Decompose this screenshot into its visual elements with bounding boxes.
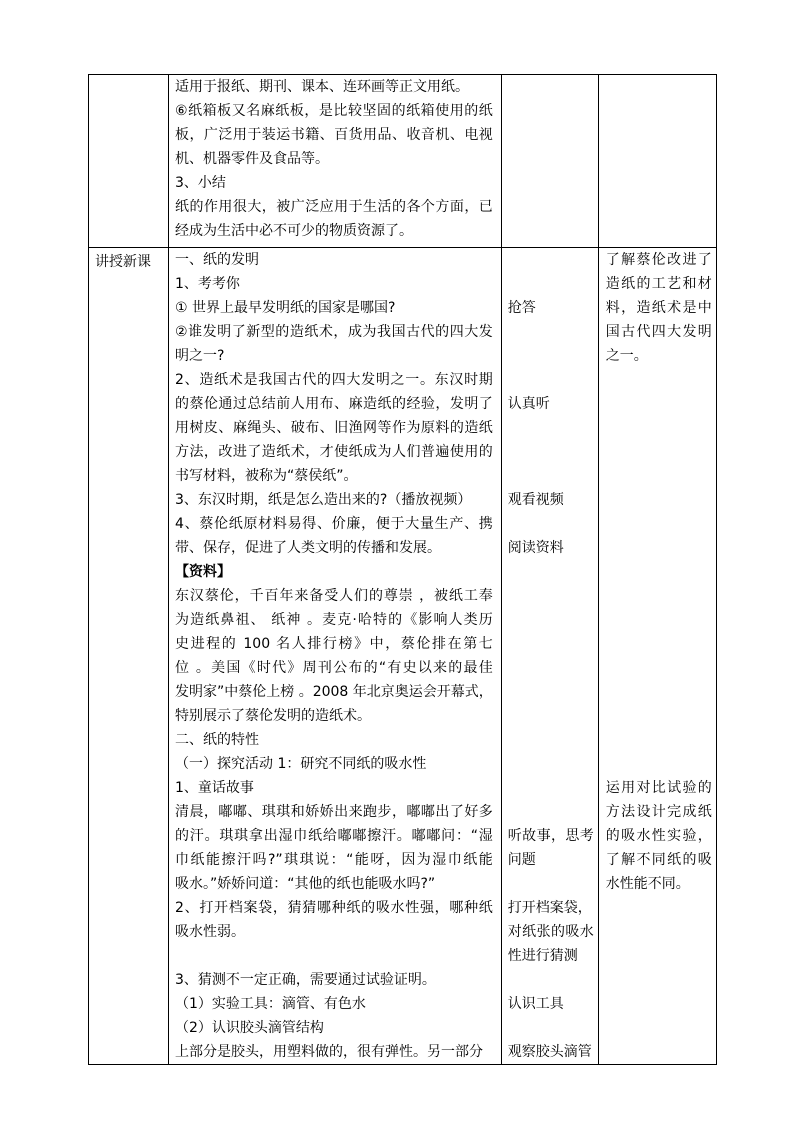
text-line: 机、机器零件及食品等。 xyxy=(175,151,329,167)
text-line: ②谁发明了新型的造纸术，成为我国古代的四大发 xyxy=(175,324,493,340)
text-line: 了解蔡伦改进了 xyxy=(605,252,712,268)
text-line: 之一。 xyxy=(605,348,648,364)
text-line xyxy=(508,248,594,272)
text-line: 了解不同纸的吸 xyxy=(605,852,712,868)
lesson-plan-table xyxy=(88,74,717,1065)
text-line: 带、保存，促进了人类文明的传播和发展。 xyxy=(175,540,441,556)
text-line: 板，广泛用于装运书籍、百货用品、收音机、电视 xyxy=(175,127,493,143)
text-line: 3、猜测不一定正确，需要通过试验证明。 xyxy=(175,972,436,988)
text-line xyxy=(508,464,594,488)
text-line: 适用于报纸、期刊、课本、连环画等正文用纸。 xyxy=(175,79,469,95)
text-line xyxy=(508,320,594,344)
text-line: ① 世界上最早发明纸的国家是哪国? xyxy=(175,300,396,316)
text-line: 料，造纸术是中 xyxy=(605,300,712,316)
text-line: 方法，改进了造纸术，才使纸成为人们普遍使用的 xyxy=(175,444,493,460)
text-line: 发明家”中蔡伦上榜 。2008 年北京奥运会开幕式， xyxy=(175,684,493,700)
text-line xyxy=(606,560,712,584)
text-line: 3、小结 xyxy=(175,175,226,191)
text-line: 东汉蔡伦，千百年来备受人们的尊崇 ，被纸工奉 xyxy=(175,588,493,604)
text-line: 的蔡伦通过总结前人用布、麻造纸的经验，发明了 xyxy=(175,396,493,412)
text-line: 观看视频 xyxy=(507,492,564,508)
text-line: 史进程的 100 名人排行榜》中，蔡伦排在第七 xyxy=(175,636,493,652)
student-activity-cell xyxy=(501,248,598,1065)
text-line xyxy=(606,440,712,464)
text-line: 纸的作用很大，被广泛应用于生活的各个方面，已 xyxy=(175,199,493,215)
text-line xyxy=(606,728,712,752)
text-line: 问题 xyxy=(507,852,536,868)
text-line xyxy=(508,440,594,464)
text-line: 水性能不同。 xyxy=(605,876,690,892)
text-line: 为造纸鼻祖、 纸神 。麦克·哈特的《影响人类历 xyxy=(175,612,493,628)
text-line: 抢答 xyxy=(507,300,536,316)
text-line xyxy=(606,488,712,512)
text-line xyxy=(508,968,594,992)
section-label-cell xyxy=(89,75,169,248)
text-line: 打开档案袋， xyxy=(507,900,592,916)
text-line xyxy=(606,536,712,560)
text-line xyxy=(508,344,594,368)
text-line xyxy=(508,272,594,296)
text-line: 观察胶头滴管 xyxy=(507,1044,592,1060)
teaching-content-cell xyxy=(169,248,502,1065)
text-line: 二、纸的特性 xyxy=(175,732,259,748)
text-line: 经成为生活中必不可少的物质资源了。 xyxy=(175,223,413,239)
text-line xyxy=(508,680,594,704)
text-line: 清晨，嘟嘟、琪琪和娇娇出来跑步，嘟嘟出了好多 xyxy=(175,804,493,820)
text-line: 对纸张的吸水 xyxy=(507,924,594,940)
text-line xyxy=(508,416,594,440)
design-intent-cell xyxy=(598,248,716,1065)
text-line: 一、纸的发明 xyxy=(175,252,259,268)
text-line xyxy=(606,752,712,776)
text-line: 用树皮、麻绳头、破布、旧渔网等作为原料的造纸 xyxy=(175,420,493,436)
text-line xyxy=(508,512,594,536)
text-line xyxy=(508,728,594,752)
text-line xyxy=(606,704,712,728)
text-line xyxy=(606,608,712,632)
text-line xyxy=(508,656,594,680)
text-line: 1、童话故事 xyxy=(175,780,254,796)
text-line: 运用对比试验的 xyxy=(605,780,712,796)
text-line: 认识工具 xyxy=(507,996,564,1012)
text-line xyxy=(508,800,594,824)
text-line: 的吸水性实验， xyxy=(605,828,712,844)
text-line xyxy=(508,1016,594,1040)
text-line xyxy=(508,608,594,632)
text-line xyxy=(508,632,594,656)
text-line: （一）探究活动 1：研究不同纸的吸水性 xyxy=(175,756,427,772)
section-label-cell xyxy=(89,248,169,1065)
teaching-content-cell xyxy=(169,75,502,248)
text-line: （1）实验工具：滴管、有色水 xyxy=(175,996,366,1012)
text-line xyxy=(606,416,712,440)
text-line: 1、考考你 xyxy=(175,276,240,292)
text-line xyxy=(508,704,594,728)
section-label: 讲授新课 xyxy=(95,254,151,270)
text-line: 4、蔡伦纸原材料易得、价廉，便于大量生产、携 xyxy=(175,516,493,532)
text-line xyxy=(175,944,493,968)
text-line: 阅读资料 xyxy=(507,540,564,556)
text-line: 巾纸能擦汗吗?”琪琪说：“能呀，因为湿巾纸能 xyxy=(175,852,493,868)
table-row xyxy=(89,75,717,248)
text-line xyxy=(606,464,712,488)
text-line xyxy=(508,584,594,608)
text-line xyxy=(508,752,594,776)
text-line: 造纸的工艺和材 xyxy=(605,276,712,292)
text-line: 性进行猜测 xyxy=(507,948,578,964)
design-intent-cell xyxy=(598,75,716,248)
table-row xyxy=(89,248,717,1065)
text-line xyxy=(606,392,712,416)
text-line: 吸水性弱。 xyxy=(175,924,245,940)
text-line: 的汗。琪琪拿出湿巾纸给嘟嘟擦汗。嘟嘟问：“湿 xyxy=(175,828,493,844)
text-line xyxy=(606,584,712,608)
text-line: 上部分是胶头，用塑料做的，很有弹性。另一部分 xyxy=(175,1044,483,1060)
student-activity-cell xyxy=(501,75,598,248)
text-line: （2）认识胶头滴管结构 xyxy=(175,1020,324,1036)
text-line xyxy=(606,632,712,656)
text-line: 位 。美国《时代》周刊公布的“有史以来的最佳 xyxy=(175,660,493,676)
text-line: 国古代四大发明 xyxy=(605,324,712,340)
text-line xyxy=(606,512,712,536)
text-line: 吸水。”娇娇问道：“其他的纸也能吸水吗?” xyxy=(175,876,436,892)
text-line xyxy=(606,680,712,704)
text-line xyxy=(606,368,712,392)
text-line: 方法设计完成纸 xyxy=(605,804,712,820)
text-line: ⑥纸箱板又名麻纸板，是比较坚固的纸箱使用的纸 xyxy=(175,103,493,119)
text-line: 2、打开档案袋，猜猜哪种纸的吸水性强，哪种纸 xyxy=(175,900,493,916)
text-line: 认真听 xyxy=(507,396,550,412)
text-line: 2、造纸术是我国古代的四大发明之一。东汉时期 xyxy=(175,372,493,388)
text-line: 3、东汉时期，纸是怎么造出来的?（播放视频） xyxy=(175,492,472,508)
text-line xyxy=(606,656,712,680)
text-line xyxy=(508,776,594,800)
text-line: 听故事，思考 xyxy=(507,828,594,844)
text-line: 【资料】 xyxy=(175,564,231,580)
text-line: 书写材料，被称为“蔡侯纸”。 xyxy=(175,468,358,484)
text-line: 明之一? xyxy=(175,348,225,364)
text-line xyxy=(508,368,594,392)
text-line: 特别展示了蔡伦发明的造纸术。 xyxy=(175,708,371,724)
text-line xyxy=(508,560,594,584)
text-line xyxy=(508,872,594,896)
